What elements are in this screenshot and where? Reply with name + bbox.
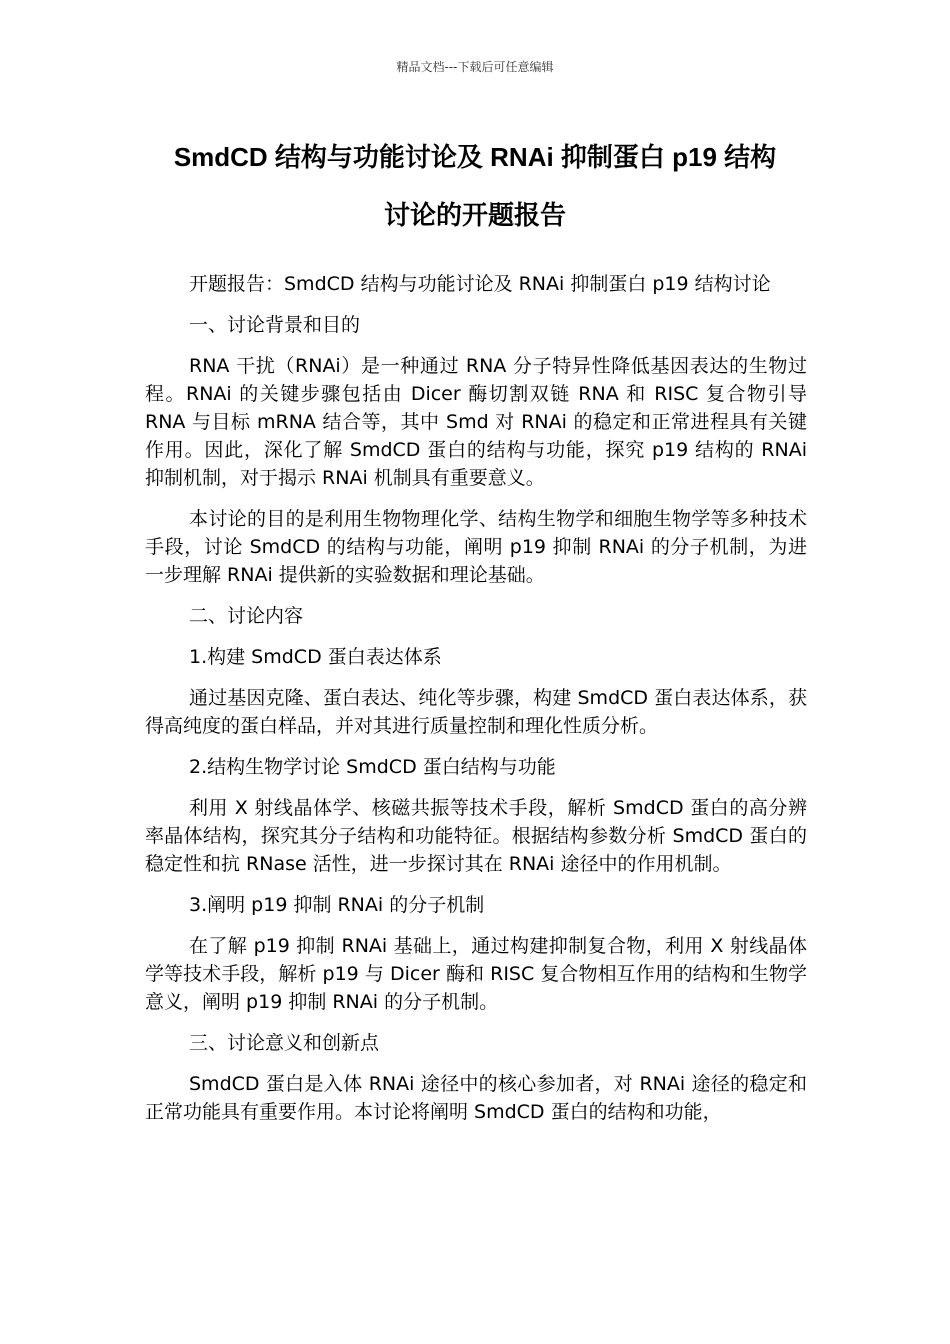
page-header: 精品文档---下载后可任意编辑 [396, 60, 554, 74]
title-line-1: SmdCD 结构与功能讨论及 RNAi 抑制蛋白 p19 结构 [173, 142, 777, 172]
title-line-2: 讨论的开题报告 [383, 200, 566, 230]
section-heading-background: 一、讨论背景和目的 [189, 314, 361, 336]
intro-paragraph: 开题报告：SmdCD 结构与功能讨论及 RNAi 抑制蛋白 p19 结构讨论 [189, 273, 771, 295]
subsection-heading-1: 1.构建 SmdCD 蛋白表达体系 [189, 646, 442, 668]
content-paragraph-2: 利用 X 射线晶体学、核磁共振等技术手段，解析 SmdCD 蛋白的高分辨率晶体结构，探究其分子结构和功能特征。根据结构参数分析 SmdCD 蛋白的稳定性和抗 RNase 活性，进一步探讨其在 RNAi 途径中的作用机制。 [145, 797, 807, 875]
content-paragraph-3: 在了解 p19 抑制 RNAi 基础上，通过构建抑制复合物，利用 X 射线晶体学等技术手段，解析 p19 与 Dicer 酶和 RISC 复合物相互作用的结构和生物学意义，阐明 p19 抑制 RNAi 的分子机制。 [145, 935, 807, 1013]
section-heading-content: 二、讨论内容 [189, 605, 304, 627]
significance-paragraph: SmdCD 蛋白是入体 RNAi 途径中的核心参加者，对 RNAi 途径的稳定和正常功能具有重要作用。本讨论将阐明 SmdCD 蛋白的结构和功能， [145, 1073, 807, 1123]
subsection-heading-2: 2.结构生物学讨论 SmdCD 蛋白结构与功能 [189, 756, 556, 778]
document-body [145, 270, 807, 1139]
background-paragraph-1: RNA 干扰（RNAi）是一种通过 RNA 分子特异性降低基因表达的生物过程。RNAi 的关键步骤包括由 Dicer 酶切割双链 RNA 和 RISC 复合物引导 RNA 与目标 mRNA 结合等，其中 Smd 对 RNAi 的稳定和正常进程具有关键作用。因此，深化了解 SmdCD 蛋白的结构与功能，探究 p19 结构的 RNAi 抑制机制，对于揭示 RNAi 机制具有重要意义。 [145, 355, 807, 489]
background-paragraph-2: 本讨论的目的是利用生物物理化学、结构生物学和细胞生物学等多种技术手段，讨论 SmdCD 的结构与功能，阐明 p19 抑制 RNAi 的分子机制，为进一步理解 RNAi 提供新的实验数据和理论基础。 [145, 508, 807, 586]
document-title [120, 128, 830, 244]
content-paragraph-1: 通过基因克隆、蛋白表达、纯化等步骤，构建 SmdCD 蛋白表达体系，获得高纯度的蛋白样品，并对其进行质量控制和理化性质分析。 [145, 687, 807, 737]
section-heading-significance: 三、讨论意义和创新点 [189, 1032, 380, 1054]
subsection-heading-3: 3.阐明 p19 抑制 RNAi 的分子机制 [189, 894, 485, 916]
